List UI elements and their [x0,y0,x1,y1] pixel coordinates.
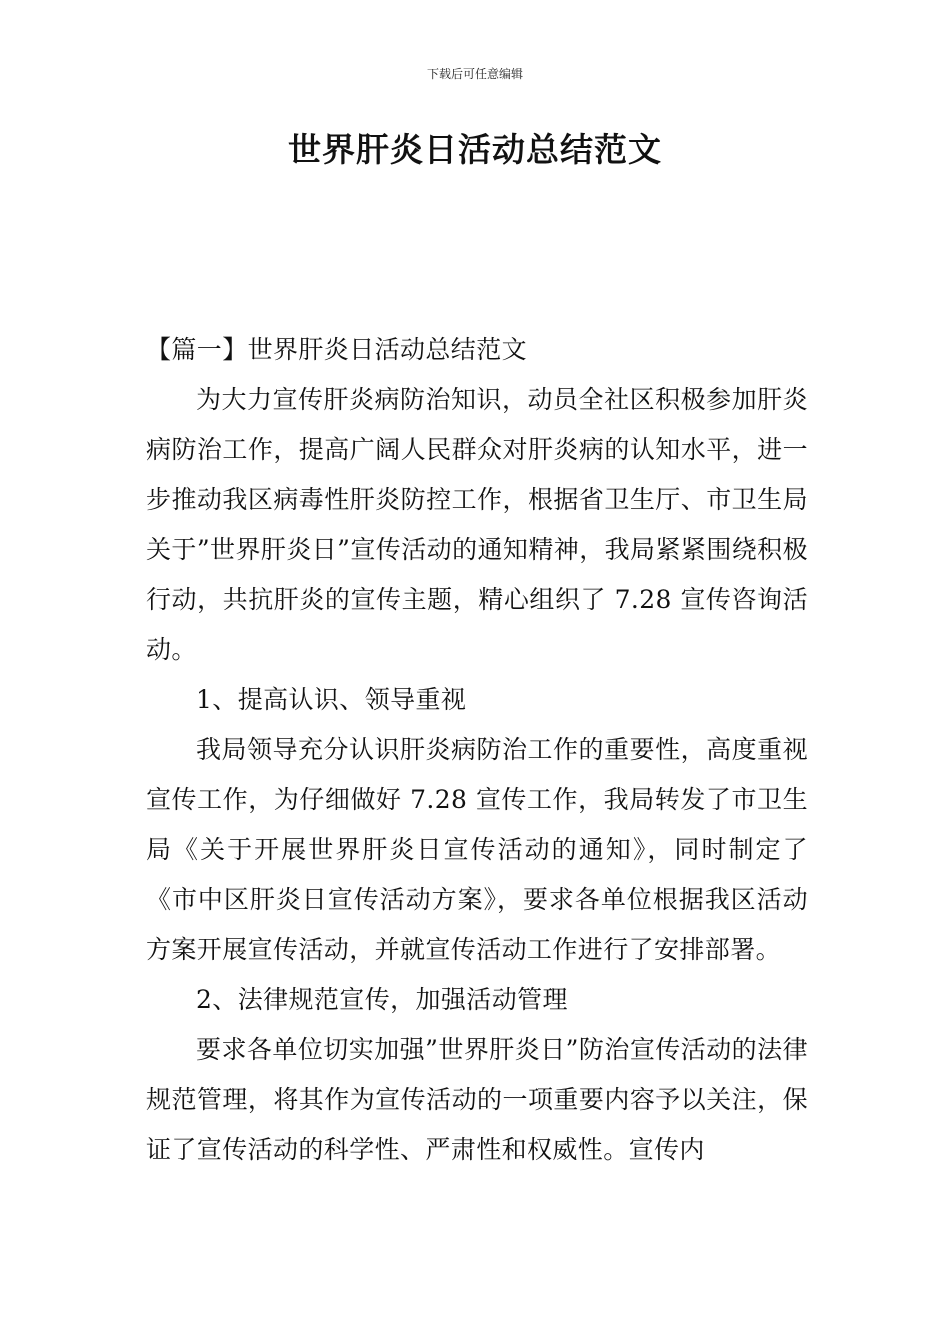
paragraph-2: 要求各单位切实加强”世界肝炎日”防治宣传活动的法律规范管理，将其作为宣传活动的一项重要内容予以关注，保证了宣传活动的科学性、严肃性和权威性。宣传内 [146,1035,808,1164]
paragraph-1: 我局领导充分认识肝炎病防治工作的重要性，高度重视宣传工作，为仔细做好 7.28 宣传工作，我局转发了市卫生局《关于开展世界肝炎日宣传活动的通知》，同时制定了《市中区肝炎日宣传活动方案》，要求各单位根据我区活动方案开展宣传活动，并就宣传活动工作进行了安排部署。 [146,735,808,964]
document-body [146,325,808,1175]
paragraph-intro: 为大力宣传肝炎病防治知识，动员全社区积极参加肝炎病防治工作，提高广阔人民群众对肝炎病的认知水平，进一步推动我区病毒性肝炎防控工作，根据省卫生厅、市卫生局关于”世界肝炎日”宣传活动的通知精神，我局紧紧围绕积极行动，共抗肝炎的宣传主题，精心组织了 7.28 宣传咨询活动。 [146,385,808,664]
section-heading: 【篇一】世界肝炎日活动总结范文 [146,335,528,364]
header-note: 下载后可任意编辑 [426,67,523,81]
document-title: 世界肝炎日活动总结范文 [288,130,662,169]
subheading-2: 2、法律规范宣传，加强活动管理 [196,985,568,1014]
subheading-1: 1、提高认识、领导重视 [196,685,467,714]
